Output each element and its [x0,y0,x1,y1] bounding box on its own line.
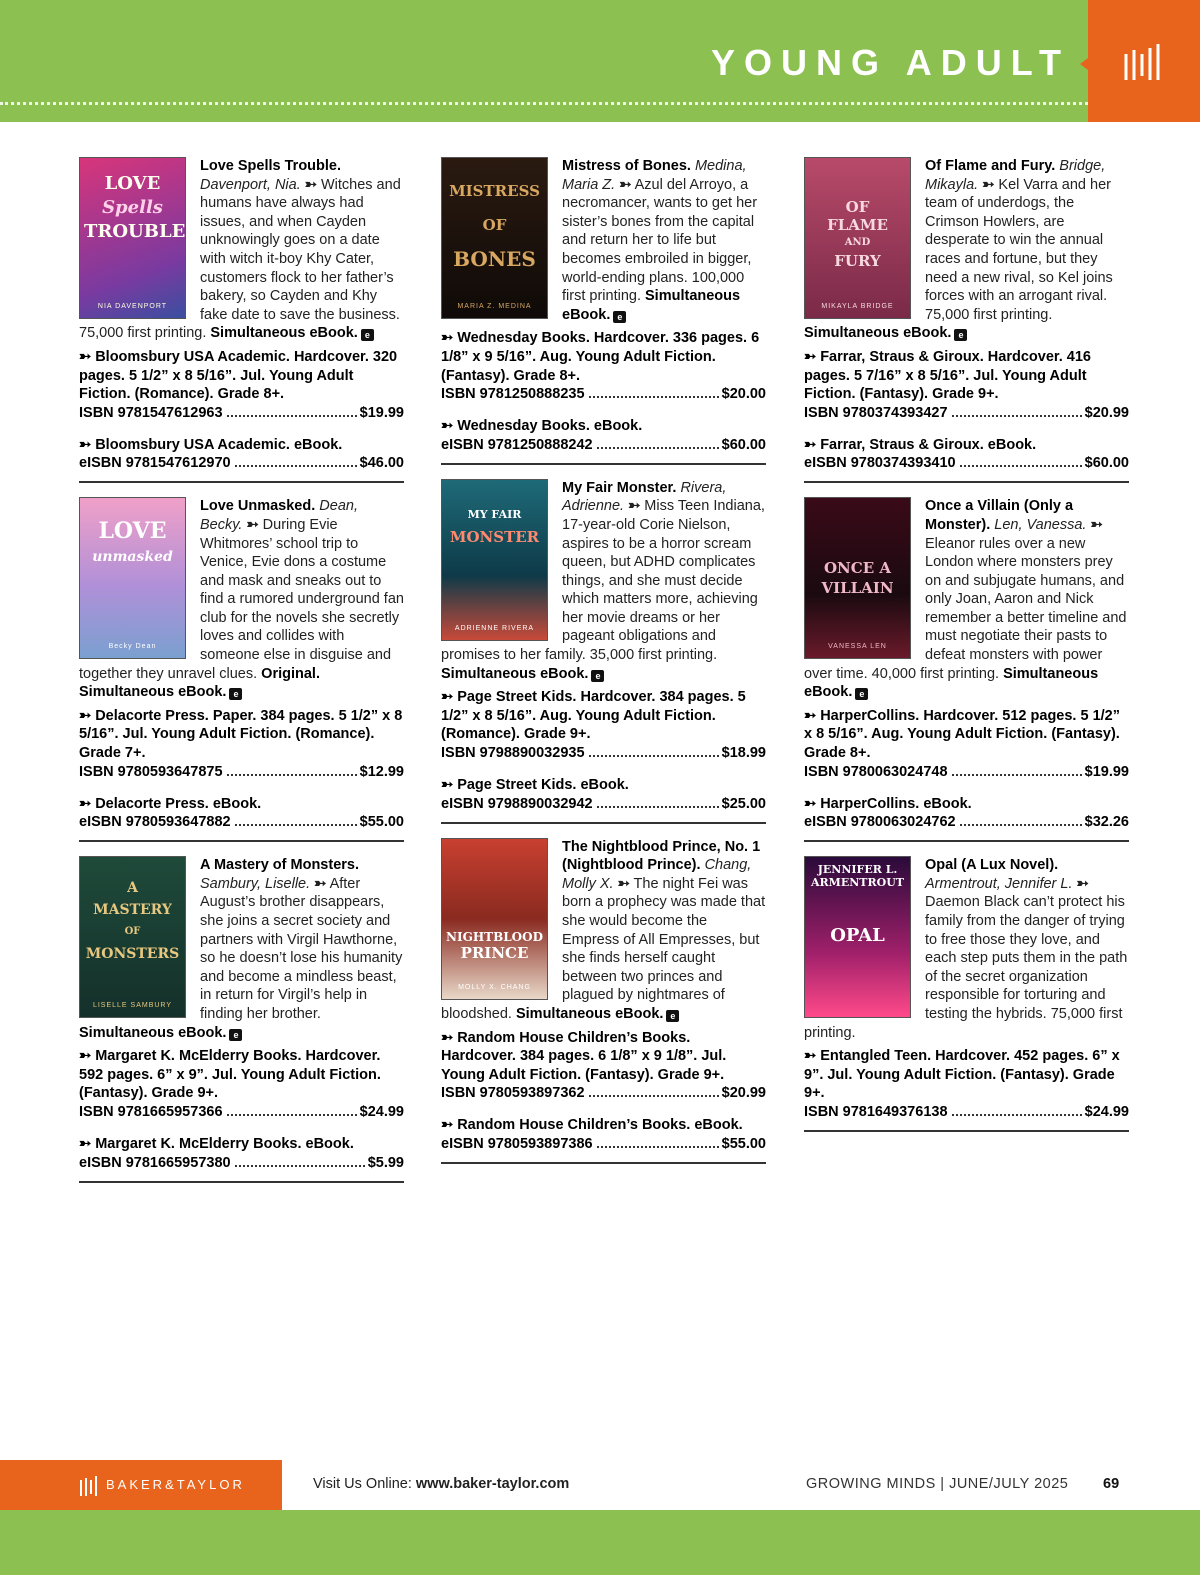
cover-line: LOVE [104,173,161,194]
section-title: YOUNG ADULT [711,42,1070,83]
arrow-icon: ➳ [79,436,92,453]
publisher-line [79,1047,404,1103]
header-dotted-rule [0,102,1088,105]
publisher-details: Page Street Kids. eBook. [457,777,629,794]
publisher-line [79,795,404,814]
arrow-icon: ➳ [628,498,641,515]
arrow-icon: ➳ [441,418,454,435]
book-author: Medina, Maria Z. [562,158,747,193]
magazine-issue: GROWING MINDS | JUNE/JULY 2025 [806,1476,1069,1492]
cover-line: FURY [834,252,881,270]
arrow-icon: ➳ [441,777,454,794]
tab-notch [1080,58,1088,70]
book-author: Chang, Molly X. [562,857,752,892]
book-title: A Mastery of Monsters. [200,857,359,874]
dot-leader [597,447,719,449]
eisbn-number[interactable]: eISBN 9798890032942 [441,795,593,812]
book-summary: Azul del Arroyo, a necromancer, wants to get her sister’s bones from the capital and return her to life but becomes embroiled in bigger, world-ending plans. 100,000 first printing. [562,176,758,305]
publisher-line [804,795,1129,814]
brand-name: BAKER&TAYLOR [106,1477,245,1492]
book-summary: Daemon Black can’t protect his family from the danger of trying to free those they love, and each step puts them in the path of the secret organization responsible for torturing and testing the hybrids. 75,000 first printing. [804,894,1128,1041]
dot-leader [960,824,1082,826]
arrow-icon: ➳ [79,707,92,724]
price: $46.00 [359,455,404,472]
book-cover[interactable] [804,856,911,1018]
arrow-icon: ➳ [1090,516,1103,533]
isbn-number[interactable]: ISBN 9780593897362 [441,1085,585,1102]
book-extra: Original. Simultaneous eBook. [79,665,320,701]
ebook-icon: e [229,1029,242,1041]
cover-line: MONSTERS [85,946,180,963]
cover-line: PRINCE [460,943,529,962]
book-cover[interactable] [79,497,186,659]
ebook-icon: e [591,670,604,682]
arrow-icon: ➳ [79,348,92,365]
cover-line: OPAL [830,925,885,947]
book-summary: During Evie Whitmores’ school trip to Venice, Evie dons a costume and mask and sneaks out to find a rumored underground fan club for the novels she secretly loves and collides with someone else in disguise and together they unravel clues. [79,516,404,682]
publisher-details: Farrar, Straus & Giroux. eBook. [820,436,1037,453]
book-cover[interactable] [79,157,186,319]
ebook-icon: e [855,688,868,700]
cover-line: TROUBLE [84,221,186,242]
book-title: Of Flame and Fury. [925,158,1056,174]
book-entry [441,479,766,824]
cover-title [446,929,543,961]
cover-line: A [127,880,138,897]
publisher-details: Margaret K. McElderry Books. eBook. [95,1135,354,1152]
dot-leader [589,755,719,757]
cover-title [809,863,906,947]
arrow-icon: ➳ [619,176,632,193]
publisher-details: Margaret K. McElderry Books. Hardcover. 592 pages. 6” x 9”. Jul. Young Adult Fiction. (Fantasy). Grade 9+. [79,1048,381,1102]
price: $32.26 [1084,814,1129,831]
cover-author: ADRIENNE RIVERA [454,624,535,632]
book-summary: Witches and humans have always had issues, and when Cayden unknowingly goes on a date with witch it-boy Khy Cater, customers flock to her father’s bakery, so Cayden and Khy fake date to save the business. 75,000 first printing. [79,176,401,342]
eisbn-row [804,454,1129,473]
publisher-details: HarperCollins. eBook. [820,795,972,812]
eisbn-row [804,813,1129,832]
eisbn-number[interactable]: eISBN 9781547612970 [79,455,231,472]
cover-author: MIKAYLA BRIDGE [821,303,894,310]
book-summary: Miss Teen Indiana, 17-year-old Corie Nielson, aspires to be a horror scream queen, but ADHD complicates things, and she must decide which matters more, achieving her movie dreams or her pageant obligations and promises to her family. 35,000 first printing. [441,498,765,664]
dot-leader [952,774,1082,776]
book-summary: Kel Varra and her team of underdogs, the Crimson Howlers, are desperate to win the annual races and fortune, but they need a new rival, so Kel joins forces with an arrogant rival. 75,000 first printing. [925,176,1113,323]
isbn-number[interactable]: ISBN 9780063024748 [804,763,948,780]
dot-leader [597,806,719,808]
footer-logo[interactable] [0,1460,282,1510]
cover-title [809,198,906,270]
publisher-details: Delacorte Press. Paper. 384 pages. 5 1/2” x 8 5/16”. Jul. Young Adult Fiction. (Romance). Grade 7+. [79,707,403,762]
cover-line: OF [845,198,870,216]
price: $60.00 [721,436,766,453]
book-summary: The night Fei was born a prophecy was made that she would become the Empress of All Empresses, but she finds herself caught between two princes and plagued by nightmares of bloodshed. [441,875,766,1022]
dot-leader [235,824,357,826]
ebook-icon: e [954,329,967,341]
dot-leader [952,415,1082,417]
book-entry [804,157,1129,483]
publisher-line [804,436,1129,455]
book-entry [79,497,404,842]
isbn-row [79,1103,404,1122]
cover-title [84,877,181,965]
dot-leader [235,1165,365,1167]
book-author: Dean, Becky. [200,498,358,533]
eisbn-number[interactable]: eISBN 9781665957380 [79,1154,231,1171]
publisher-details: Random House Children’s Books. eBook. [457,1117,743,1134]
publisher-line [441,1116,766,1135]
isbn-number[interactable]: ISBN 9781547612963 [79,404,223,421]
book-extra: Simultaneous eBook. [79,1024,227,1041]
eisbn-row [79,813,404,832]
cover-line: FLAME [827,216,888,234]
cover-line: MONSTER [449,527,540,546]
dot-leader [952,1114,1082,1116]
book-cover[interactable] [441,479,548,641]
publisher-details: Entangled Teen. Hardcover. 452 pages. 6” x 9”. Jul. Young Adult Fiction. (Fantasy). Grade 9+. [804,1048,1120,1102]
ebook-icon: e [666,1010,679,1022]
book-extra: Simultaneous eBook. [804,325,952,342]
ebook-icon: e [613,311,626,323]
arrow-icon: ➳ [982,176,995,193]
book-extra: Simultaneous eBook. [441,665,589,682]
cover-line: MISTRESS [449,182,540,200]
book-cover[interactable] [804,497,911,659]
book-title: Love Unmasked. [200,498,316,515]
column-3 [804,157,1129,1146]
isbn-number[interactable]: ISBN 9781649376138 [804,1103,948,1120]
price: $5.99 [367,1154,404,1171]
book-title: Opal (A Lux Novel). [925,857,1059,874]
publisher-details: Random House Children’s Books. Hardcover. 384 pages. 6 1/8” x 9 1/8”. Jul. Young Adult Fiction. (Fantasy). Grade 9+. [441,1029,727,1083]
price: $55.00 [721,1135,766,1152]
isbn-row [441,1084,766,1103]
arrow-icon: ➳ [804,436,817,453]
column-1 [79,157,404,1197]
price: $20.99 [1084,404,1129,421]
dot-leader [597,1146,719,1148]
arrow-icon: ➳ [441,1117,454,1134]
dot-leader [227,415,357,417]
price: $24.99 [1084,1103,1129,1120]
cover-title [84,518,181,570]
publisher-line [441,688,766,744]
book-cover[interactable] [804,157,911,319]
book-cover[interactable] [79,856,186,1018]
cover-line: ARMENTROUT [811,876,904,890]
publisher-line [79,436,404,455]
arrow-icon: ➳ [1076,875,1089,892]
cover-line: NIGHTBLOOD [446,929,543,944]
book-cover[interactable] [441,838,548,1000]
book-entry [79,856,404,1182]
cover-line: LOVE [98,518,167,545]
cover-title [446,504,543,548]
isbn-row [79,404,404,423]
book-title: My Fair Monster. [562,479,677,496]
cover-title [809,558,906,598]
cover-line: BONES [453,247,536,271]
isbn-number[interactable]: ISBN 9781250888235 [441,386,585,403]
cover-line: VILLAIN [821,579,894,598]
footer [0,1460,1200,1510]
publisher-details: Wednesday Books. eBook. [457,418,643,435]
price: $24.99 [359,1103,404,1120]
arrow-icon: ➳ [79,795,92,812]
book-entry [79,157,404,483]
cover-line: OF [482,216,507,234]
eisbn-row [441,795,766,814]
cover-line: ONCE A [823,559,891,578]
book-title: Love Spells Trouble. [200,158,342,174]
publisher-line [441,329,766,385]
arrow-icon: ➳ [804,707,817,724]
bottom-band [0,1510,1200,1575]
eisbn-row [79,454,404,473]
arrow-icon: ➳ [79,1135,92,1152]
isbn-row [804,404,1129,423]
book-summary: After August’s brother disappears, she joins a secret society and partners with Virgil Hawthorne, so he doesn’t lose his humanity and become a mindless beast, in return for Virgil’s help in finding her brother. [200,875,403,1022]
isbn-number[interactable]: ISBN 9780593647875 [79,763,223,780]
book-extra: Simultaneous eBook. [515,1005,664,1022]
book-author: Rivera, Adrienne. [562,479,727,515]
arrow-icon: ➳ [304,176,317,193]
book-author: Davenport, Nia. [200,176,301,193]
baker-taylor-logo-icon [79,1472,101,1498]
arrow-icon: ➳ [804,1048,817,1065]
book-extra: Simultaneous eBook. [210,325,358,342]
price: $55.00 [359,814,404,831]
publisher-line [79,348,404,404]
dot-leader [227,1114,357,1116]
price: $19.99 [359,404,404,421]
isbn-row [79,763,404,782]
book-author: Len, Vanessa. [994,516,1087,533]
publisher-line [79,1135,404,1154]
book-extra: Simultaneous eBook. [804,665,1099,701]
visit-line [313,1476,569,1492]
book-author: Bridge, Mikayla. [925,158,1106,193]
cover-author: MARIA Z. MEDINA [457,303,532,310]
dot-leader [589,1095,719,1097]
isbn-row [804,763,1129,782]
publisher-details: Page Street Kids. Hardcover. 384 pages. 5 1/2” x 8 5/16”. Aug. Young Adult Fiction. (Romance). Grade 9+. [441,689,746,743]
eisbn-number[interactable]: eISBN 9780374393410 [804,455,956,472]
publisher-line [804,348,1129,404]
book-cover[interactable] [441,157,548,319]
dot-leader [589,396,719,398]
arrow-icon: ➳ [79,1048,92,1065]
cover-author: LISELLE SAMBURY [92,1002,173,1010]
book-extra: Simultaneous eBook. [562,288,741,323]
eisbn-row [441,436,766,455]
visit-label: Visit Us Online: [313,1476,412,1492]
arrow-icon: ➳ [246,516,259,533]
cover-line: MY FAIR [467,507,522,521]
book-author: Sambury, Liselle. [200,875,311,892]
eisbn-number[interactable]: eISBN 9780593647882 [79,814,231,831]
cover-title [446,174,543,276]
publisher-details: Bloomsbury USA Academic. Hardcover. 320 pages. 5 1/2” x 8 5/16”. Jul. Young Adult Fiction. (Romance). Grade 8+. [79,348,398,403]
price: $25.00 [721,795,766,812]
book-summary: Eleanor rules over a new London where monsters prey on and subjugate humans, and only Joan, Aaron and Nick remember a better timeline and must negotiate their pasts to defeat monsters with power over time. 40,000 first printing. [804,535,1127,682]
price: $12.99 [359,763,404,780]
publisher-line [441,776,766,795]
header-band [0,0,1200,122]
publisher-line [441,417,766,436]
arrow-icon: ➳ [441,330,454,347]
dot-leader [235,465,357,467]
eisbn-row [441,1135,766,1154]
publisher-details: Wednesday Books. Hardcover. 336 pages. 6 1/8” x 9 5/16”. Aug. Young Adult Fiction. (Fantasy). Grade 8+. [441,330,760,384]
book-entry [804,856,1129,1132]
eisbn-number[interactable]: eISBN 9780063024762 [804,814,956,831]
isbn-row [441,744,766,763]
page-number: 69 [1103,1476,1120,1492]
arrow-icon: ➳ [617,875,630,892]
website-link[interactable]: www.baker-taylor.com [415,1476,570,1492]
arrow-icon: ➳ [441,689,454,706]
baker-taylor-logo-icon [1122,40,1166,84]
eisbn-row [79,1154,404,1173]
price: $20.00 [721,386,766,403]
book-author: Armentrout, Jennifer L. [925,875,1073,892]
price: $60.00 [1084,455,1129,472]
arrow-icon: ➳ [804,795,817,812]
arrow-icon: ➳ [314,875,327,892]
publisher-details: Bloomsbury USA Academic. eBook. [95,436,343,453]
price: $18.99 [721,745,766,762]
cover-author: NIA DAVENPORT [97,303,168,310]
isbn-number[interactable]: ISBN 9798890032935 [441,745,585,762]
arrow-icon: ➳ [804,348,817,365]
publisher-line [441,1029,766,1085]
publisher-line [804,1047,1129,1103]
arrow-icon: ➳ [441,1029,454,1046]
book-title: Mistress of Bones. [562,158,691,174]
ebook-icon: e [229,688,242,700]
cover-line: unmasked [92,549,173,566]
cover-line: JENNIFER L. [817,863,898,877]
cover-line: MASTERY [93,902,172,919]
isbn-row [441,385,766,404]
cover-line: OF [124,926,141,938]
cover-author: VANESSA LEN [828,643,887,651]
publisher-details: Delacorte Press. eBook. [95,795,262,812]
publisher-line [79,707,404,763]
cover-author: Becky Dean [108,643,157,651]
column-2 [441,157,766,1178]
cover-title [84,172,186,244]
dot-leader [227,774,357,776]
book-entry [441,157,766,465]
isbn-number[interactable]: ISBN 9780374393427 [804,404,948,421]
book-entry [441,838,766,1164]
cover-line: Spells [102,197,163,218]
ebook-icon: e [361,329,374,341]
price: $19.99 [1084,763,1129,780]
isbn-number[interactable]: ISBN 9781665957366 [79,1103,223,1120]
eisbn-number[interactable]: eISBN 9781250888242 [441,436,593,453]
publisher-details: HarperCollins. Hardcover. 512 pages. 5 1/2” x 8 5/16”. Aug. Young Adult Fiction. (Fantasy). Grade 8+. [804,707,1120,762]
isbn-row [804,1103,1129,1122]
price: $20.99 [721,1085,766,1102]
publisher-details: Farrar, Straus & Giroux. Hardcover. 416 pages. 5 7/16” x 8 5/16”. Jul. Young Adult Fiction. (Fantasy). Grade 9+. [804,348,1091,403]
book-title: The Nightblood Prince, No. 1 (Nightblood Prince). [562,838,761,874]
cover-author: MOLLY X. CHANG [458,983,531,991]
dot-leader [960,465,1082,467]
book-title: Once a Villain (Only a Monster). [925,498,1074,533]
book-entry [804,497,1129,842]
publisher-line [804,707,1129,763]
eisbn-number[interactable]: eISBN 9780593897386 [441,1135,593,1152]
cover-line: AND [844,237,871,248]
section-tab [1088,0,1200,122]
